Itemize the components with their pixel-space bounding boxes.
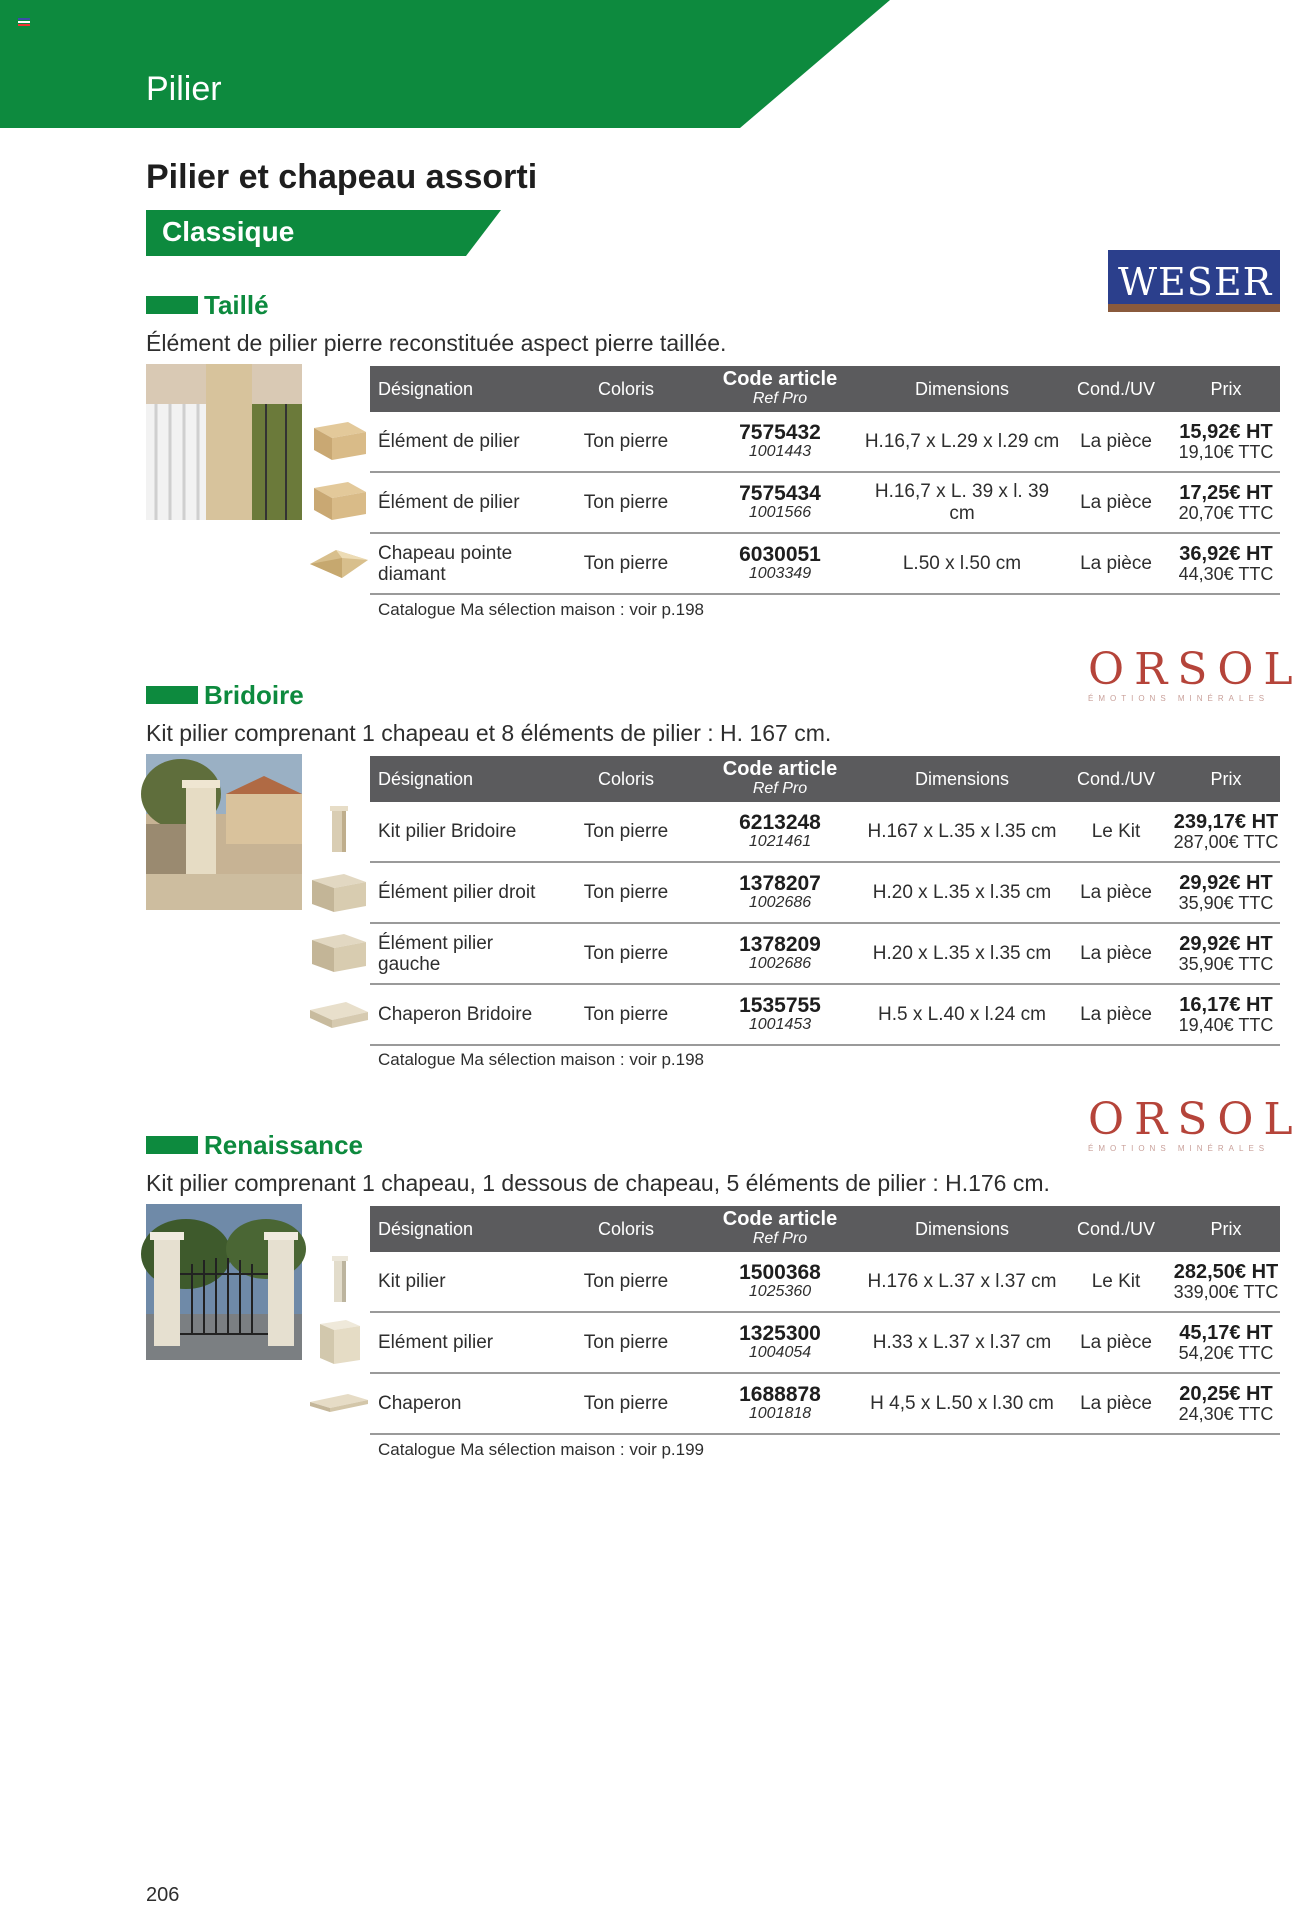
cell-dimensions: H.167 x L.35 x l.35 cm [864, 802, 1060, 862]
table-row [370, 1312, 1280, 1373]
catalogue-note: Catalogue Ma sélection maison : voir p.198 [378, 1050, 705, 1069]
cell-code [696, 802, 864, 862]
orsol-logo-text: ORSOL [1088, 644, 1303, 695]
cell-prix [1172, 1252, 1280, 1312]
cell-coloris: Ton pierre [556, 923, 696, 984]
section-description: Élément de pilier pierre reconstituée aspect pierre taillée. [146, 330, 727, 356]
cell-dimensions: H.20 x L.35 x l.35 cm [864, 923, 1060, 984]
price-ttc: 20,70€ TTC [1178, 502, 1274, 523]
col-dimensions: Dimensions [864, 1206, 1060, 1252]
weser-logo [1108, 250, 1280, 312]
col-ref-label: Ref Pro [752, 390, 808, 407]
catalogue-note: Catalogue Ma sélection maison : voir p.198 [378, 600, 705, 619]
table-row [370, 862, 1280, 923]
product-photo-bridoire [146, 754, 302, 910]
cell-coloris: Ton pierre [556, 1252, 696, 1312]
cell-code [696, 1312, 864, 1373]
cell-designation: Chaperon [370, 1373, 556, 1434]
cell-dimensions: L.50 x l.50 cm [864, 533, 1060, 594]
ref-pro: 1002686 [748, 954, 812, 972]
code-article: 1378209 [739, 932, 821, 956]
cell-code [696, 984, 864, 1045]
thumb-chaperon-bridoire [308, 986, 370, 1036]
col-prix: Prix [1172, 756, 1280, 802]
cell-coloris: Ton pierre [556, 533, 696, 594]
col-coloris: Coloris [556, 1206, 696, 1252]
code-article: 7575432 [739, 420, 821, 444]
table-row [370, 472, 1280, 533]
cell-coloris: Ton pierre [556, 984, 696, 1045]
col-dimensions: Dimensions [864, 756, 1060, 802]
orsol-logo-text: ORSOL [1088, 1094, 1303, 1145]
cell-cond: La pièce [1060, 923, 1172, 984]
ref-pro: 1002686 [748, 893, 812, 911]
cell-coloris: Ton pierre [556, 1373, 696, 1434]
cell-dimensions: H.16,7 x L.29 x l.29 cm [864, 412, 1060, 472]
cell-cond: La pièce [1060, 412, 1172, 472]
cell-designation: Elément pilier [370, 1312, 556, 1373]
product-table-taille [370, 366, 1280, 595]
cell-code [696, 1252, 864, 1312]
cell-dimensions: H.20 x L.35 x l.35 cm [864, 862, 1060, 923]
section-title-bridoire: Bridoire [204, 680, 304, 710]
price-ttc: 35,90€ TTC [1178, 953, 1274, 974]
header-band [0, 0, 890, 128]
price-ttc: 19,10€ TTC [1178, 441, 1274, 462]
section-title-taille: Taillé [204, 290, 269, 320]
cell-cond: La pièce [1060, 1373, 1172, 1434]
weser-logo-text: WESER [1118, 260, 1273, 304]
cell-code [696, 533, 864, 594]
cell-designation: Élément pilier gauche [370, 923, 556, 984]
price-ht: 282,50€ HT [1173, 1260, 1279, 1283]
thumb-kit-pilier [308, 804, 370, 854]
product-photo-renaissance [146, 1204, 302, 1360]
col-cond: Cond./UV [1060, 366, 1172, 412]
cell-dimensions: H.16,7 x L. 39 x l. 39 cm [864, 472, 1060, 533]
col-prix: Prix [1172, 1206, 1280, 1252]
ref-pro: 1004054 [748, 1343, 812, 1361]
cell-prix [1172, 802, 1280, 862]
section-description: Kit pilier comprenant 1 chapeau et 8 éléments de pilier : H. 167 cm. [146, 720, 832, 746]
col-designation: Désignation [370, 756, 556, 802]
code-article: 1500368 [739, 1260, 821, 1284]
section-header-title: Pilier [146, 70, 222, 108]
product-table-renaissance [370, 1206, 1280, 1435]
cell-prix [1172, 923, 1280, 984]
table-row [370, 923, 1280, 984]
page-title: Pilier et chapeau assorti [146, 158, 538, 196]
cell-designation: Kit pilier Bridoire [370, 802, 556, 862]
price-ttc: 24,30€ TTC [1178, 1403, 1274, 1424]
cell-code [696, 862, 864, 923]
cell-prix [1172, 533, 1280, 594]
ref-pro: 1025360 [748, 1282, 812, 1300]
cell-designation: Élément de pilier [370, 472, 556, 533]
thumb-element-pilier [308, 1316, 370, 1366]
cell-designation: Élément pilier droit [370, 862, 556, 923]
thumb-kit-pilier [308, 1254, 370, 1304]
orsol-tagline: ÉMOTIONS MINÉRALES [1088, 1144, 1270, 1153]
cell-cond: Le Kit [1060, 802, 1172, 862]
table-row [370, 802, 1280, 862]
section-marker [146, 296, 198, 314]
col-code [696, 756, 864, 802]
cell-coloris: Ton pierre [556, 472, 696, 533]
cell-cond: La pièce [1060, 533, 1172, 594]
col-ref-label: Ref Pro [752, 1230, 808, 1247]
table-row [370, 533, 1280, 594]
orsol-logo [1088, 644, 1303, 704]
thumb-chapeau-pointe [308, 536, 370, 586]
thumb-chaperon [308, 1376, 370, 1426]
col-designation: Désignation [370, 366, 556, 412]
cell-code [696, 472, 864, 533]
price-ht: 16,17€ HT [1179, 993, 1273, 1016]
price-ttc: 287,00€ TTC [1173, 831, 1279, 852]
col-coloris: Coloris [556, 756, 696, 802]
cell-cond: La pièce [1060, 472, 1172, 533]
col-code [696, 1206, 864, 1252]
cell-designation: Élément de pilier [370, 412, 556, 472]
cell-coloris: Ton pierre [556, 1312, 696, 1373]
col-code [696, 366, 864, 412]
cell-cond: Le Kit [1060, 1252, 1172, 1312]
cell-coloris: Ton pierre [556, 412, 696, 472]
col-dimensions: Dimensions [864, 366, 1060, 412]
section-description: Kit pilier comprenant 1 chapeau, 1 dessous de chapeau, 5 éléments de pilier : H.176 cm. [146, 1170, 1050, 1196]
cell-coloris: Ton pierre [556, 802, 696, 862]
price-ttc: 54,20€ TTC [1178, 1342, 1274, 1363]
col-code-label: Code article [722, 1208, 838, 1230]
price-ht: 20,25€ HT [1179, 1382, 1273, 1405]
price-ttc: 35,90€ TTC [1178, 892, 1274, 913]
cell-dimensions: H.33 x L.37 x l.37 cm [864, 1312, 1060, 1373]
range-banner-label: Classique [162, 216, 295, 247]
col-code-label: Code article [722, 368, 838, 390]
col-cond: Cond./UV [1060, 756, 1172, 802]
ref-pro: 1001566 [748, 503, 812, 521]
code-article: 1688878 [739, 1382, 821, 1406]
ref-pro: 1021461 [748, 832, 812, 850]
cell-dimensions: H.176 x L.37 x l.37 cm [864, 1252, 1060, 1312]
section-marker [146, 1136, 198, 1154]
flag-icon [18, 18, 30, 26]
ref-pro: 1003349 [748, 564, 812, 582]
price-ht: 45,17€ HT [1179, 1321, 1273, 1344]
table-row [370, 1373, 1280, 1434]
cell-code [696, 412, 864, 472]
col-code-label: Code article [722, 758, 838, 780]
ref-pro: 1001453 [748, 1015, 812, 1033]
col-ref-label: Ref Pro [752, 780, 808, 797]
table-row [370, 412, 1280, 472]
cell-code [696, 923, 864, 984]
cell-coloris: Ton pierre [556, 862, 696, 923]
cell-cond: La pièce [1060, 1312, 1172, 1373]
col-designation: Désignation [370, 1206, 556, 1252]
orsol-logo [1088, 1094, 1303, 1154]
product-photo-taille [146, 364, 302, 520]
col-cond: Cond./UV [1060, 1206, 1172, 1252]
cell-prix [1172, 862, 1280, 923]
price-ht: 239,17€ HT [1173, 810, 1279, 833]
table-row [370, 984, 1280, 1045]
thumb-element-pilier-gauche [308, 926, 370, 976]
col-prix: Prix [1172, 366, 1280, 412]
price-ht: 15,92€ HT [1179, 420, 1273, 443]
thumb-element-pilier-droit [308, 866, 370, 916]
price-ht: 36,92€ HT [1179, 542, 1273, 565]
col-coloris: Coloris [556, 366, 696, 412]
thumb-element-pilier [308, 474, 370, 524]
cell-prix [1172, 1312, 1280, 1373]
price-ht: 17,25€ HT [1179, 481, 1273, 504]
cell-prix [1172, 1373, 1280, 1434]
price-ttc: 19,40€ TTC [1178, 1014, 1274, 1035]
section-marker [146, 686, 198, 704]
page-number: 206 [146, 1884, 180, 1906]
table-row [370, 1252, 1280, 1312]
price-ttc: 339,00€ TTC [1173, 1281, 1279, 1302]
cell-designation: Chapeau pointe diamant [370, 533, 556, 594]
code-article: 1535755 [739, 993, 821, 1017]
cell-prix [1172, 472, 1280, 533]
cell-cond: La pièce [1060, 862, 1172, 923]
cell-cond: La pièce [1060, 984, 1172, 1045]
price-ht: 29,92€ HT [1179, 871, 1273, 894]
catalogue-note: Catalogue Ma sélection maison : voir p.199 [378, 1440, 705, 1459]
cell-prix [1172, 412, 1280, 472]
cell-code [696, 1373, 864, 1434]
price-ttc: 44,30€ TTC [1178, 563, 1274, 584]
product-table-bridoire [370, 756, 1280, 1046]
code-article: 6213248 [739, 810, 821, 834]
code-article: 6030051 [739, 542, 821, 566]
ref-pro: 1001443 [748, 442, 812, 460]
cell-designation: Chaperon Bridoire [370, 984, 556, 1045]
cell-dimensions: H.5 x L.40 x l.24 cm [864, 984, 1060, 1045]
section-title-renaissance: Renaissance [204, 1130, 363, 1160]
ref-pro: 1001818 [748, 1404, 812, 1422]
code-article: 7575434 [739, 481, 821, 505]
thumb-element-pilier [308, 414, 370, 464]
code-article: 1378207 [739, 871, 821, 895]
cell-dimensions: H 4,5 x L.50 x l.30 cm [864, 1373, 1060, 1434]
cell-designation: Kit pilier [370, 1252, 556, 1312]
cell-prix [1172, 984, 1280, 1045]
code-article: 1325300 [739, 1321, 821, 1345]
orsol-tagline: ÉMOTIONS MINÉRALES [1088, 694, 1270, 703]
price-ht: 29,92€ HT [1179, 932, 1273, 955]
